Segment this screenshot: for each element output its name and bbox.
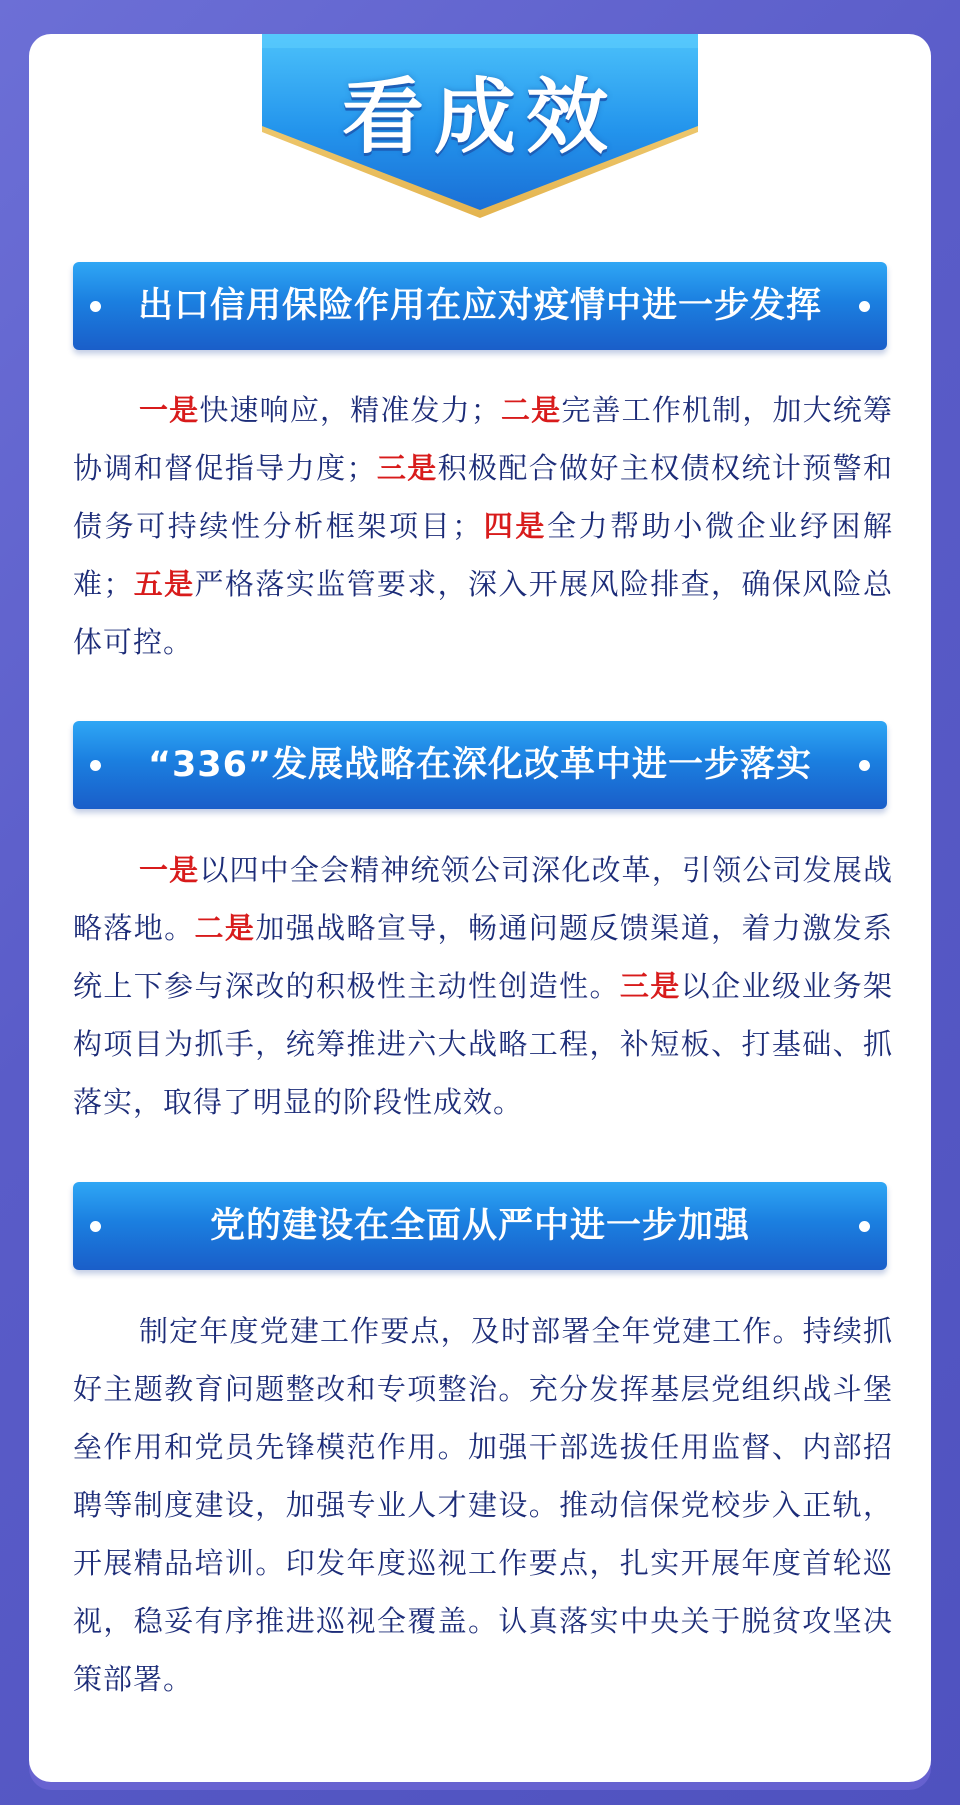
bullet-dot-icon — [90, 301, 101, 312]
paragraph-text: 快速响应，精准发力； — [199, 393, 501, 427]
highlight-label: 五是 — [133, 567, 195, 601]
paragraph-text: 严格落实监管要求，深入开展风险排查，确保风险总体可控。 — [73, 567, 893, 659]
section-paragraph-export-credit — [73, 381, 893, 671]
highlight-label: 三是 — [619, 969, 681, 1003]
section-header-336-strategy — [73, 721, 887, 809]
bullet-dot-icon — [859, 760, 870, 771]
highlight-label: 三是 — [376, 451, 438, 485]
highlight-label: 四是 — [482, 509, 547, 543]
paragraph-text: 积极配合做好主权债权统计预警和债务可持续性分析框架项目； — [73, 451, 893, 543]
highlight-label: 二是 — [500, 393, 562, 427]
paragraph-text: 全力帮助小微企业纾困解难； — [73, 509, 893, 601]
section-paragraph-party-building — [73, 1302, 893, 1708]
section-title: 出口信用保险作用在应对疫情中进一步发挥 — [137, 286, 822, 326]
header-banner — [262, 34, 698, 218]
bullet-dot-icon — [90, 1221, 101, 1232]
section-title: 党的建设在全面从严中进一步加强 — [209, 1206, 750, 1246]
bullet-dot-icon — [859, 301, 870, 312]
bullet-dot-icon — [90, 760, 101, 771]
section-header-party-building — [73, 1182, 887, 1270]
paragraph-text: 加强战略宣导，畅通问题反馈渠道，着力激发系统上下参与深改的积极性主动性创造性。 — [73, 911, 893, 1003]
section-paragraph-336-strategy — [73, 841, 893, 1131]
highlight-label: 一是 — [139, 393, 200, 427]
section-title: “336”发展战略在深化改革中进一步落实 — [147, 745, 813, 785]
page-title: 看成效 — [341, 70, 618, 165]
section-header-export-credit — [73, 262, 887, 350]
highlight-label: 一是 — [139, 853, 200, 887]
paragraph-text: 制定年度党建工作要点，及时部署全年党建工作。持续抓好主题教育问题整改和专项整治。充分发挥基层党组织战斗堡垒作用和党员先锋模范作用。加强干部选拔任用监督、内部招聘等制度建设，加强专业人才建设。推动信保党校步入正轨，开展精品培训。印发年度巡视工作要点，扎实开展年度首轮巡视，稳妥有序推进巡视全覆盖。认真落实中央关于脱贫攻坚决策部署。 — [73, 1314, 893, 1696]
bullet-dot-icon — [859, 1221, 870, 1232]
paragraph-text: 完善工作机制，加大统筹协调和督促指导力度； — [73, 393, 893, 485]
paragraph-text: 以四中全会精神统领公司深化改革，引领公司发展战略落地。 — [73, 853, 893, 945]
paragraph-text: 以企业级业务架构项目为抓手，统筹推进六大战略工程，补短板、打基础、抓落实，取得了明显的阶段性成效。 — [73, 969, 893, 1119]
highlight-label: 二是 — [194, 911, 256, 945]
